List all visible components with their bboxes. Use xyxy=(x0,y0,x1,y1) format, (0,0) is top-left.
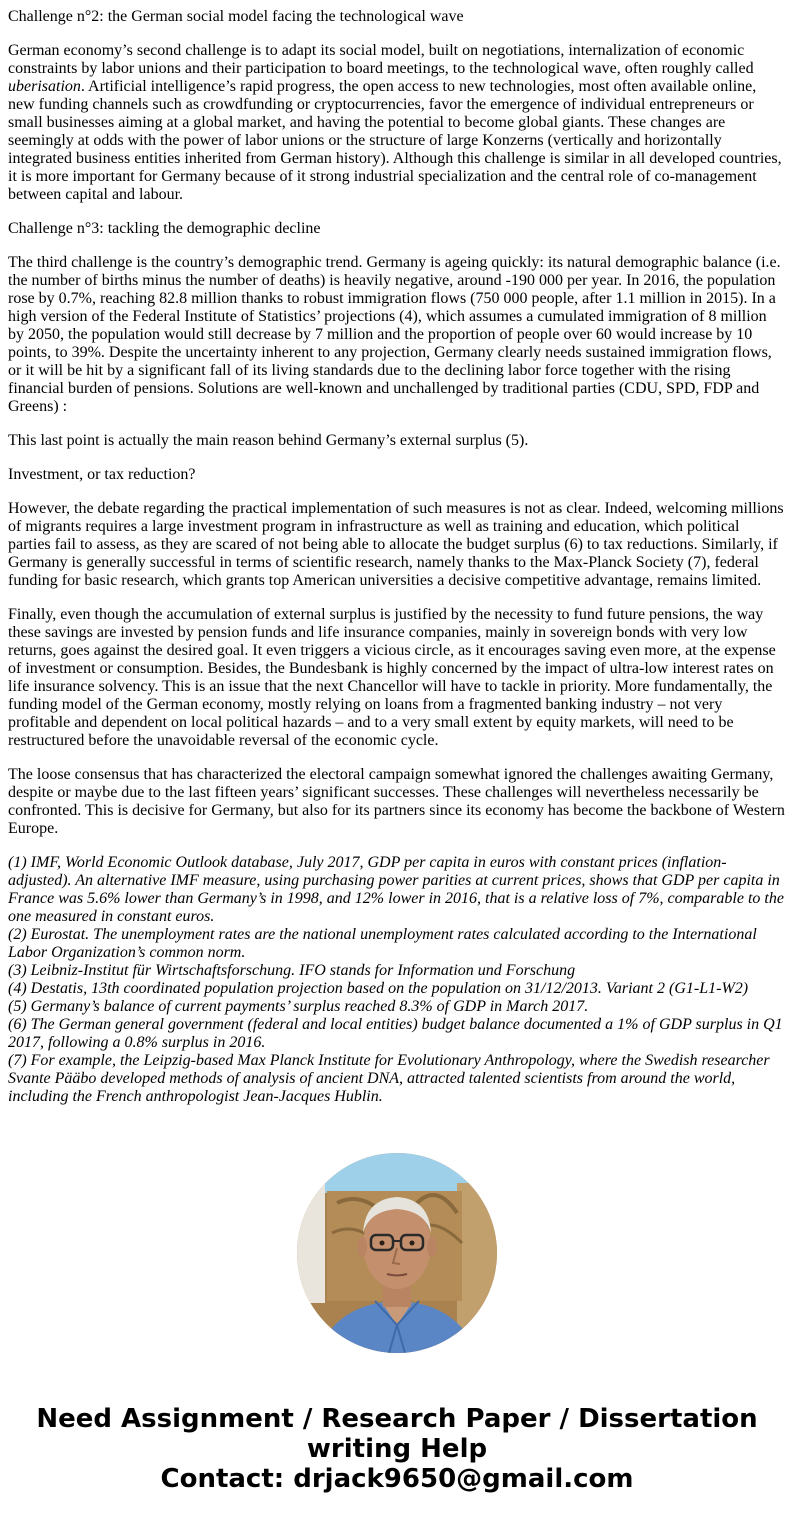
promo-contact-email: Contact: drjack9650@gmail.com xyxy=(160,1464,634,1494)
promo-line-2: writing Help xyxy=(306,1434,488,1464)
paragraph-social-model xyxy=(8,42,786,204)
footnote-1: (1) IMF, World Economic Outlook database, July 2017, GDP per capita in euros with constant prices (inflation-adjusted). An alternative IMF measure, using purchasing power parities at current prices, shows that GDP per capita in France was 5.6% lower than Germany’s in 1998, and 12% lower in 2016, that is a relative loss of 7%, comparable to the one measured in constant euros. xyxy=(8,854,784,925)
emphasis-uberisation: uberisation xyxy=(8,78,81,95)
promo-line-1: Need Assignment / Research Paper / Dissertation xyxy=(36,1404,758,1434)
footnotes xyxy=(8,854,786,1106)
article-body xyxy=(8,8,786,1106)
section-heading-investment: Investment, or tax reduction? xyxy=(8,466,196,483)
author-avatar xyxy=(297,1153,497,1353)
paragraph-text: German economy’s second challenge is to adapt its social model, built on negotiations, internalization of economic constraints by labor unions and their participation to board meetings, to the technological wave, often roughly called xyxy=(8,42,754,77)
footnote-6: (6) The German general government (federal and local entities) budget balance documented a 1% of GDP surplus in Q1 2017, following a 0.8% surplus in 2016. xyxy=(8,1016,783,1051)
section-heading-challenge-2: Challenge n°2: the German social model facing the technological wave xyxy=(8,8,464,25)
footnote-2: (2) Eurostat. The unemployment rates are the national unemployment rates calculated according to the International Labor Organization’s common norm. xyxy=(8,926,757,961)
paragraph-conclusion: The loose consensus that has characterized the electoral campaign somewhat ignored the challenges awaiting Germany, despite or maybe due to the last fifteen years’ significant successes. These challenges will nevertheless necessarily be confronted. This is decisive for Germany, but also for its partners since its economy has become the backbone of Western Europe. xyxy=(8,766,785,837)
promo-banner xyxy=(0,1404,794,1494)
section-heading-challenge-3: Challenge n°3: tackling the demographic decline xyxy=(8,220,321,237)
footnote-3: (3) Leibniz-Institut für Wirtschaftsforschung. IFO stands for Information und Forschung xyxy=(8,962,576,979)
footnote-5: (5) Germany’s balance of current payments’ surplus reached 8.3% of GDP in March 2017. xyxy=(8,998,589,1015)
footnote-7: (7) For example, the Leipzig-based Max Planck Institute for Evolutionary Anthropology, where the Swedish researcher Svante Pääbo developed methods of analysis of ancient DNA, attracted talented scientists from around the world, including the French anthropologist Jean-Jacques Hublin. xyxy=(8,1052,770,1105)
paragraph-demographics: The third challenge is the country’s demographic trend. Germany is ageing quickly: its natural demographic balance (i.e. the number of births minus the number of deaths) is heavily negative, around -190 000 per year. In 2016, the population rose by 0.7%, reaching 82.8 million thanks to robust immigration flows (750 000 people, after 1.1 million in 2015). In a high version of the Federal Institute of Statistics’ projections (4), which assumes a cumulated immigration of 8 million by 2050, the population would still decrease by 7 million and the proportion of people over 60 would increase by 10 points, to 39%. Despite the uncertainty inherent to any projection, Germany clearly needs sustained immigration flows, or it will be hit by a significant fall of its living standards due to the declining labor force together with the rising financial burden of pensions. Solutions are well-known and unchallenged by traditional parties (CDU, SPD, FDP and Greens) : xyxy=(8,254,781,415)
paragraph-external-surplus: This last point is actually the main reason behind Germany’s external surplus (5). xyxy=(8,432,529,449)
paragraph-pension-savings: Finally, even though the accumulation of external surplus is justified by the necessity to fund future pensions, the way these savings are invested by pension funds and life insurance companies, mainly in sovereign bonds with very low returns, goes against the desired goal. It even triggers a vicious circle, as it encourages saving even more, at the expense of investment or consumption. Besides, the Bundesbank is highly concerned by the impact of ultra-low interest rates on life insurance solvency. This is an issue that the next Chancellor will have to tackle in priority. More fundamentally, the funding model of the German economy, mostly relying on loans from a fragmented banking industry – not very profitable and dependent on local political hazards – and to a very small extent by equity markets, will need to be restructured before the unavoidable reversal of the economic cycle. xyxy=(8,606,776,749)
paragraph-investment-debate: However, the debate regarding the practical implementation of such measures is not as clear. Indeed, welcoming millions of migrants requires a large investment program in infrastructure as well as training and education, which political parties fail to assess, as they are scared of not being able to allocate the budget surplus (6) to tax reductions. Similarly, if Germany is generally successful in terms of scientific research, namely thanks to the Max-Planck Society (7), federal funding for basic research, which grants top American universities a decisive competitive advantage, remains limited. xyxy=(8,500,784,589)
avatar-portrait-image xyxy=(297,1153,497,1353)
paragraph-text: . Artificial intelligence’s rapid progress, the open access to new technologies, most often available online, new funding channels such as crowdfunding or cryptocurrencies, favor the emergence of individual entrepreneurs or small businesses aiming at a global market, and having the potential to become global giants. These changes are seemingly at odds with the power of labor unions or the structure of large Konzerns (vertically and horizontally integrated business entities inherited from German history). Although this challenge is similar in all developed countries, it is more important for Germany because of it strong industrial specialization and the central role of co-management between capital and labour. xyxy=(8,78,782,203)
footnote-4: (4) Destatis, 13th coordinated population projection based on the population on 31/12/2013. Variant 2 (G1-L1-W2) xyxy=(8,980,749,997)
